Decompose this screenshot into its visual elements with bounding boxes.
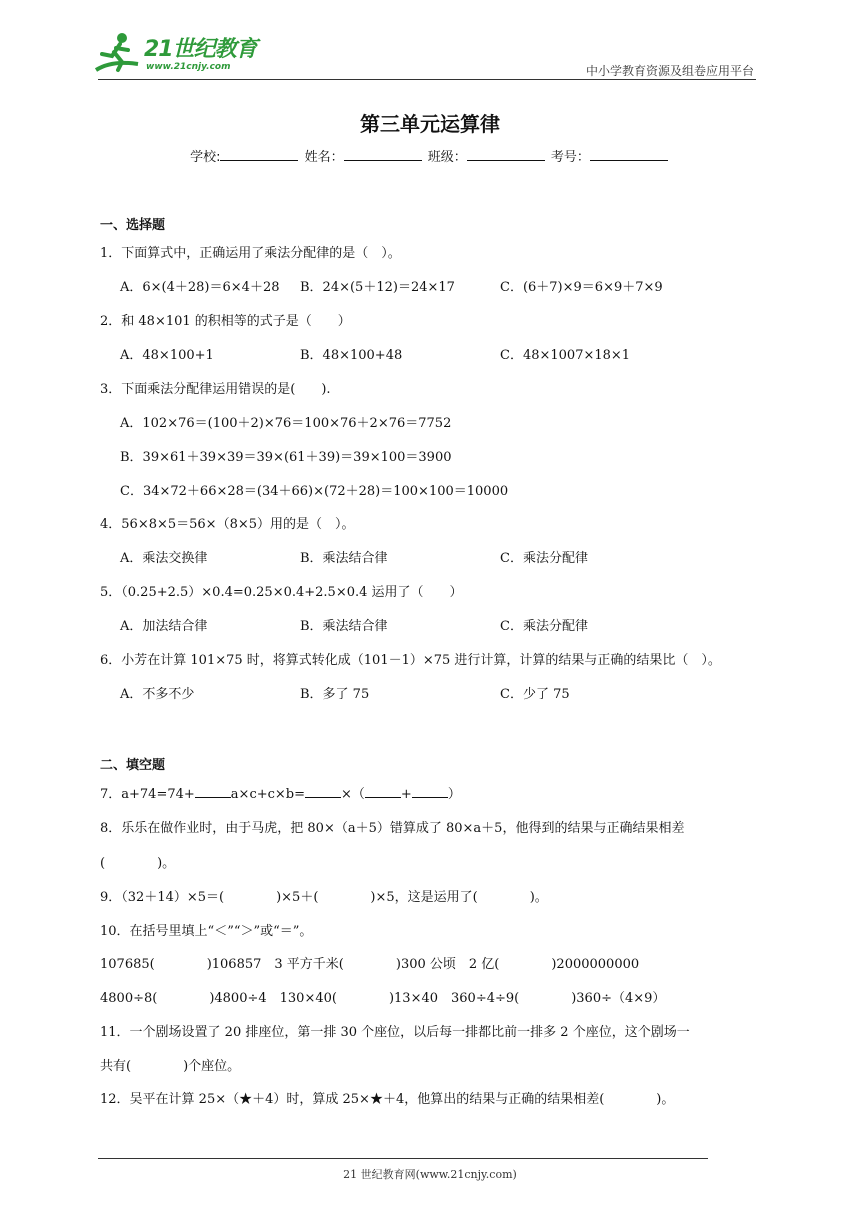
- q4-option-a: A．乘法交换律: [120, 551, 208, 566]
- q11-line-2: 共有( )个座位。: [100, 1059, 241, 1074]
- q7-part-3: ×（: [341, 787, 365, 802]
- section-fill: 二、填空题: [100, 758, 166, 773]
- exam-no-label: 考号：: [550, 150, 590, 165]
- q5-stem: 5．（0.25+2.5）×0.4=0.25×0.4+2.5×0.4 运用了（ ）: [100, 585, 463, 600]
- q6-stem: 6．小芳在计算 101×75 时，将算式转化成（101－1）×75 进行计算，计算的结果与正确的结果比（ ）。: [100, 653, 721, 668]
- platform-label: 中小学教育资源及组卷应用平台: [585, 64, 754, 78]
- q10-line-2: 4800÷8( )4800÷4 130×40( )13×40 360÷4÷9( )360÷（4×9）: [100, 991, 666, 1006]
- q6-option-a: A．不多不少: [120, 687, 195, 702]
- q5-option-a: A．加法结合律: [120, 619, 208, 634]
- q7-blank-4[interactable]: [412, 785, 448, 798]
- q7-blank-2[interactable]: [305, 785, 341, 798]
- page-header: [0, 0, 860, 80]
- q2-option-a: A．48×100+1: [120, 348, 214, 363]
- q7-part-2: a×c+c×b=: [230, 787, 306, 802]
- q2-stem: 2．和 48×101 的积相等的式子是（ ）: [100, 314, 351, 329]
- q4-option-c: C．乘法分配律: [500, 551, 588, 566]
- name-blank[interactable]: [344, 148, 422, 161]
- q3-option-b: B．39×61＋39×39＝39×(61＋39)＝39×100＝3900: [120, 450, 452, 465]
- q7: [100, 783, 461, 802]
- q1-option-a: A．6×(4＋28)＝6×4＋28: [120, 280, 280, 295]
- logo-text: 21世纪教育: [144, 37, 257, 62]
- q7-part-1: 7．a+74=74+: [100, 787, 195, 802]
- q10-stem: 10．在括号里填上“＜”“＞”或“＝”。: [100, 924, 313, 939]
- student-info: [0, 146, 860, 165]
- q2-option-c: C．48×1007×18×1: [500, 348, 631, 363]
- q7-blank-3[interactable]: [365, 785, 401, 798]
- q1-option-c: C．(6＋7)×9＝6×9＋7×9: [500, 280, 663, 295]
- q1-stem: 1．下面算式中，正确运用了乘法分配律的是（ ）。: [100, 246, 401, 261]
- q9: 9．（32＋14）×5＝( )×5＋( )×5，这是运用了( )。: [100, 890, 548, 905]
- q5-option-b: B．乘法结合律: [300, 619, 388, 634]
- q6-option-b: B．多了 75: [300, 687, 370, 702]
- section-choice: 一、选择题: [100, 218, 166, 233]
- school-label: 学校:: [190, 150, 221, 165]
- runner-logo-icon: [92, 30, 142, 76]
- exam-no-blank[interactable]: [590, 148, 668, 161]
- school-blank[interactable]: [220, 148, 298, 161]
- q3-option-c: C．34×72＋66×28＝(34＋66)×(72＋28)＝100×100＝10000: [120, 484, 509, 499]
- q1-option-b: B．24×(5＋12)＝24×17: [300, 280, 455, 295]
- footer-divider: [98, 1158, 708, 1159]
- q5-option-c: C．乘法分配律: [500, 619, 588, 634]
- page-title: 第三单元运算律: [360, 112, 500, 136]
- q7-blank-1[interactable]: [195, 785, 231, 798]
- q4-stem: 4．56×8×5＝56×（8×5）用的是（ ）。: [100, 517, 355, 532]
- footer-text: 21 世纪教育网(www.21cnjy.com): [343, 1168, 517, 1181]
- q2-option-b: B．48×100+48: [300, 348, 403, 363]
- q12: 12．吴平在计算 25×（★＋4）时，算成 25×★＋4，他算出的结果与正确的结果相差( )。: [100, 1092, 675, 1107]
- q8-line-2: ( )。: [100, 856, 176, 871]
- q3-stem: 3．下面乘法分配律运用错误的是( ).: [100, 382, 331, 397]
- header-divider: [98, 79, 756, 80]
- q10-line-1: 107685( )106857 3 平方千米( )300 公顷 2 亿( )2000000000: [100, 957, 640, 972]
- logo: [92, 30, 272, 80]
- q7-part-4: +: [400, 787, 412, 802]
- q11-line-1: 11．一个剧场设置了 20 排座位，第一排 30 个座位，以后每一排都比前一排多 2 个座位，这个剧场一: [100, 1025, 690, 1040]
- q7-part-5: ）: [447, 787, 461, 802]
- logo-url: www.21cnjy.com: [146, 62, 231, 72]
- name-label: 姓名：: [304, 150, 344, 165]
- q3-option-a: A．102×76＝(100＋2)×76＝100×76＋2×76＝7752: [120, 416, 452, 431]
- q8-line-1: 8．乐乐在做作业时，由于马虎，把 80×（a＋5）错算成了 80×a＋5，他得到的结果与正确结果相差: [100, 821, 685, 836]
- q6-option-c: C．少了 75: [500, 687, 570, 702]
- class-label: 班级：: [427, 150, 467, 165]
- q4-option-b: B．乘法结合律: [300, 551, 388, 566]
- class-blank[interactable]: [467, 148, 545, 161]
